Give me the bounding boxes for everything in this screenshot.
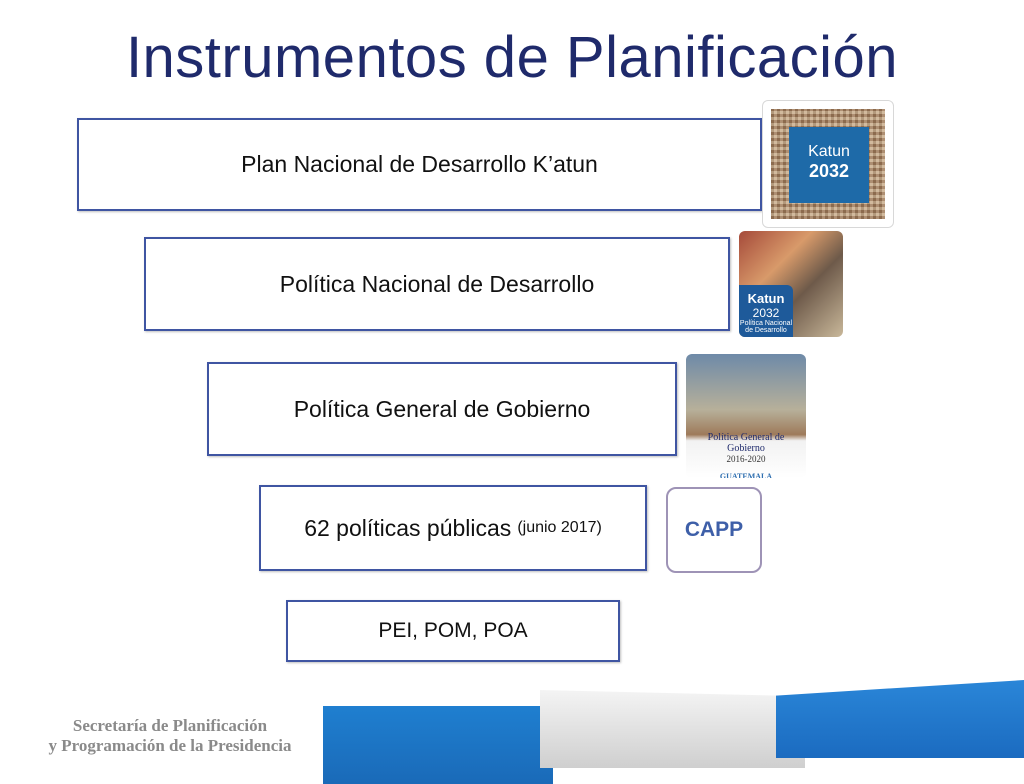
level-label: Plan Nacional de Desarrollo K’atun: [241, 151, 598, 177]
katun-logo: [789, 127, 869, 203]
level-box-pei-pom-poa: [286, 600, 620, 662]
level-box-politica-nacional: [144, 237, 730, 331]
badge-year: 2032: [752, 306, 780, 320]
level-label: Política General de Gobierno: [293, 395, 591, 422]
badge-subtitle: Política Nacional de Desarrollo: [739, 320, 793, 334]
katun-logo-text: Katun: [808, 143, 850, 160]
level-label: 62 políticas públicas: [304, 514, 512, 541]
footer-band-right: [776, 680, 1024, 758]
level-note: (junio 2017): [517, 519, 602, 536]
level-label: PEI, POM, POA: [378, 619, 528, 642]
katun-policy-cover-image: [739, 231, 843, 337]
cover-years: 2016-2020: [726, 454, 766, 464]
level-label: Política Nacional de Desarrollo: [279, 270, 595, 297]
footer-line-2: y Programación de la Presidencia: [48, 736, 292, 755]
cover-country: GUATEMALA: [719, 472, 773, 478]
katun-logo-year: 2032: [808, 161, 850, 181]
capp-label: CAPP: [684, 518, 744, 541]
slide-title: Instrumentos de Planificación: [125, 25, 899, 90]
capp-box: [666, 487, 762, 573]
cover-caption: [692, 432, 800, 478]
level-box-politica-general: [207, 362, 677, 456]
level-box-plan-nacional: [77, 118, 762, 211]
katun-plan-cover-image: [762, 100, 894, 228]
cover-title: Política General de Gobierno: [707, 432, 785, 454]
footer-line-1: Secretaría de Planificación: [72, 716, 268, 735]
footer-institution: [20, 716, 320, 756]
footer-band-left: [323, 706, 553, 784]
footer-band-middle: [540, 690, 805, 768]
badge-title: Katun: [747, 291, 785, 306]
katun-badge: [739, 285, 793, 337]
level-box-politicas-publicas: [259, 485, 647, 571]
gobierno-policy-cover-image: [686, 354, 806, 478]
